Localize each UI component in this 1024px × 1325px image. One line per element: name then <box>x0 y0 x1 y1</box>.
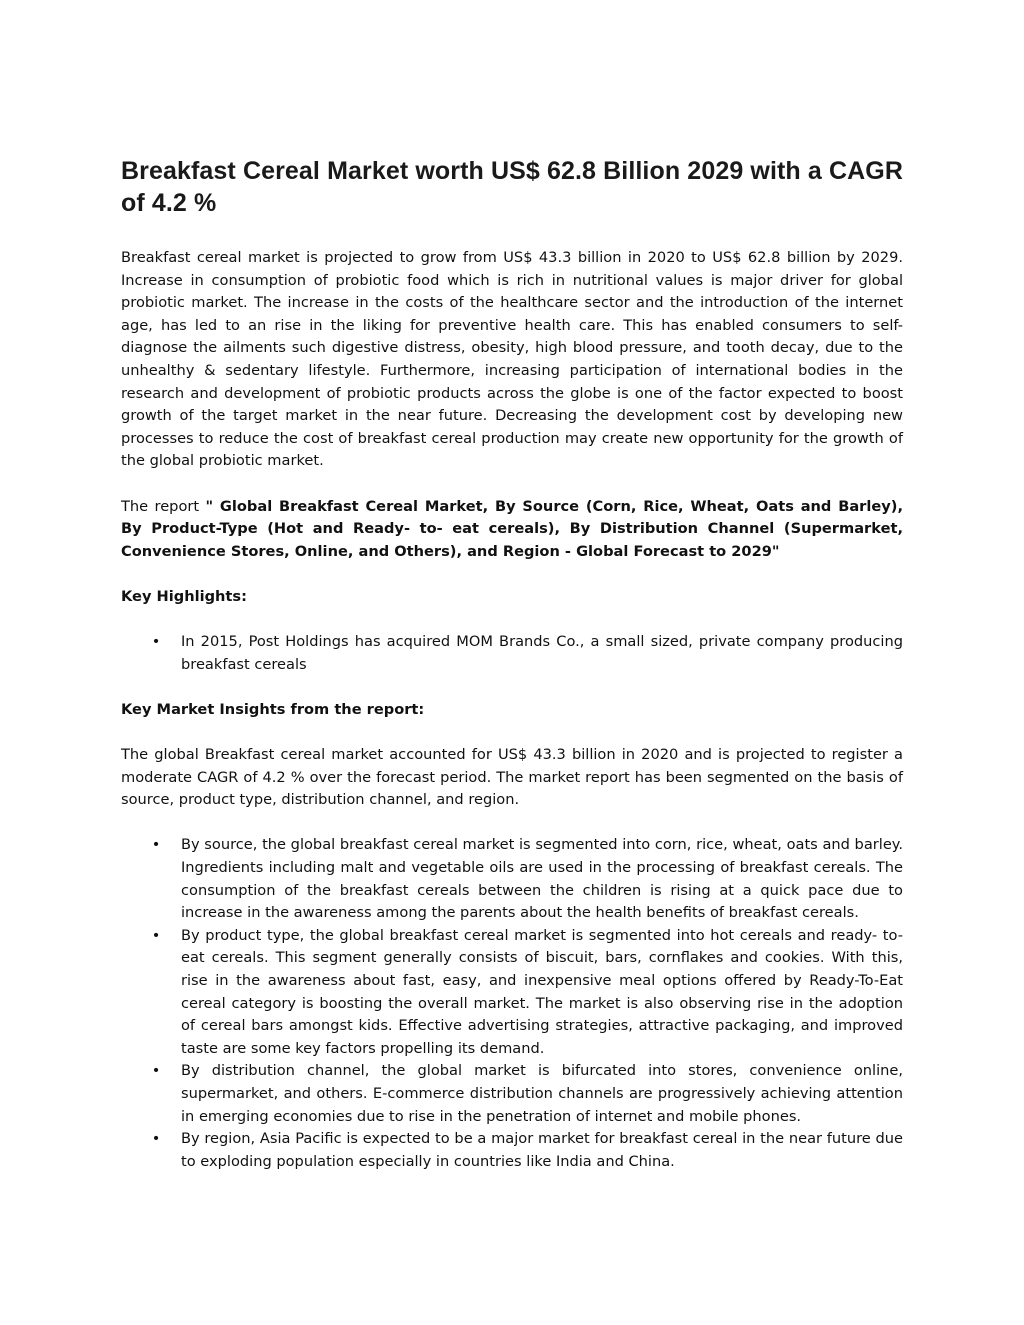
bullet-icon: • <box>151 836 161 854</box>
list-item-text: By region, Asia Pacific is expected to be a major market for breakfast cereal in the near future due to exploding population especially in countries like India and China. <box>181 1130 903 1170</box>
insights-intro-paragraph: The global Breakfast cereal market accounted for US$ 43.3 billion in 2020 and is projected to register a moderate CAGR of 4.2 % over the forecast period. The market report has been segmented on the basis of source, product type, distribution channel, and region. <box>121 746 903 809</box>
list-item <box>121 834 903 924</box>
list-item-text: In 2015, Post Holdings has acquired MOM Brands Co., a small sized, private company producing breakfast cereals <box>181 633 903 673</box>
spacer <box>121 812 903 835</box>
spacer <box>121 676 903 699</box>
list-item-text: By product type, the global breakfast cereal market is segmented into hot cereals and ready- to-eat cereals. This segment generally consists of biscuit, bars, cornflakes and cookies. With this, rise in the awareness about fast, easy, and inexpensive meal options offered by Ready-To-Eat cereal category is boosting the overall market. The market is also observing rise in the adoption of cereal bars amongst kids. Effective advertising strategies, attractive packaging, and improved taste are some key factors propelling its demand. <box>181 926 903 1057</box>
document-page <box>121 155 903 1173</box>
report-paragraph <box>121 496 903 564</box>
spacer <box>121 563 903 586</box>
list-item <box>121 631 903 676</box>
report-title: " Global Breakfast Cereal Market, By Source (Corn, Rice, Wheat, Oats and Barley), By Product-Type (Hot and Ready- to- eat cereals), By Distribution Channel (Supermarket, Convenience Stores, Online, and Others), and Region - Global Forecast to 2029" <box>121 497 903 560</box>
page-title: Breakfast Cereal Market worth US$ 62.8 Billion 2029 with a CAGR of 4.2 % <box>121 157 903 217</box>
key-highlights-heading: Key Highlights: <box>121 587 247 605</box>
list-item-text: By source, the global breakfast cereal market is segmented into corn, rice, wheat, oats and barley. Ingredients including malt and vegetable oils are used in the processing of breakfast cereals. The consumption of the breakfast cereals between the children is rising at a quick pace due to increase in the awareness among the parents about the health benefits of breakfast cereals. <box>181 836 903 922</box>
list-item <box>121 1128 903 1173</box>
report-prefix: The report <box>121 497 206 515</box>
list-item-text: By distribution channel, the global market is bifurcated into stores, convenience online, supermarket, and others. E-commerce distribution channels are progressively achieving attention in emerging economies due to rise in the penetration of internet and mobile phones. <box>181 1062 903 1125</box>
spacer <box>121 721 903 744</box>
spacer <box>121 609 903 632</box>
intro-paragraph: Breakfast cereal market is projected to grow from US$ 43.3 billion in 2020 to US$ 62.8 billion by 2029. Increase in consumption of probiotic food which is rich in nutritional values is major driver for global probiotic market. The increase in the costs of the healthcare sector and the introduction of the internet age, has led to an rise in the liking for preventive health care. This has enabled consumers to self-diagnose the ailments such digestive distress, obesity, high blood pressure, and tooth decay, due to the unhealthy & sedentary lifestyle. Furthermore, increasing participation of international bodies in the research and development of probiotic products across the globe is one of the factor expected to boost growth of the target market in the near future. Decreasing the development cost by developing new processes to reduce the cost of breakfast cereal production may create new opportunity for the growth of the global probiotic market. <box>121 249 903 470</box>
spacer <box>121 473 903 496</box>
list-item <box>121 1060 903 1128</box>
insights-heading: Key Market Insights from the report: <box>121 700 425 718</box>
key-highlights-list <box>121 631 903 676</box>
bullet-icon: • <box>151 1062 161 1080</box>
insights-list <box>121 834 903 1173</box>
bullet-icon: • <box>151 1130 161 1148</box>
list-item <box>121 925 903 1061</box>
bullet-icon: • <box>151 926 161 944</box>
bullet-icon: • <box>151 633 161 651</box>
